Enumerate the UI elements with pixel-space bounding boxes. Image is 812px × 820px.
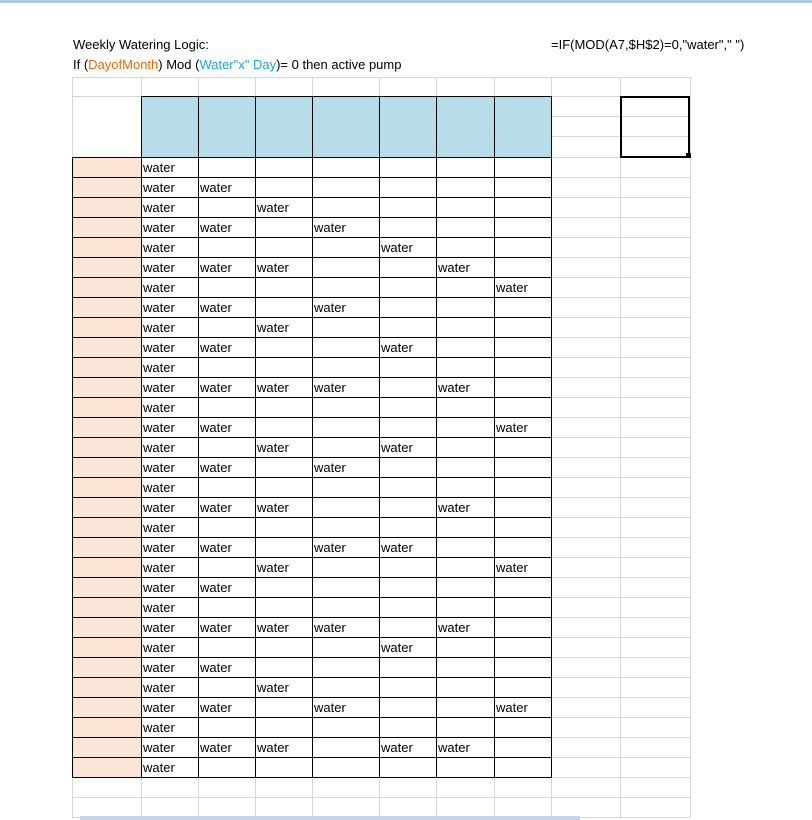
water-cell[interactable] [312, 517, 379, 537]
day-number-cell[interactable] [72, 737, 141, 757]
water-cell[interactable] [198, 277, 255, 297]
water-cell[interactable] [494, 377, 551, 397]
day-number-cell[interactable] [72, 297, 141, 317]
water-cell[interactable]: water [438, 380, 470, 395]
water-cell[interactable]: water [257, 740, 289, 755]
water-cell[interactable] [379, 177, 436, 197]
day-number-cell[interactable] [72, 697, 141, 717]
water-cell[interactable]: water [257, 440, 289, 455]
water-cell[interactable] [255, 457, 312, 477]
water-cell[interactable] [379, 557, 436, 577]
water-cell[interactable]: water [200, 660, 232, 675]
water-cell[interactable]: water [143, 520, 175, 535]
water-cell[interactable] [198, 437, 255, 457]
day-number-cell[interactable] [72, 617, 141, 637]
water-cell[interactable] [436, 357, 494, 377]
water-cell[interactable] [379, 497, 436, 517]
water-cell[interactable]: water [438, 620, 470, 635]
water-cell[interactable] [436, 457, 494, 477]
water-cell[interactable]: water [143, 600, 175, 615]
day-number-cell[interactable] [72, 537, 141, 557]
water-cell[interactable] [312, 737, 379, 757]
water-cell[interactable] [198, 197, 255, 217]
water-cell[interactable]: water [200, 300, 232, 315]
water-cell[interactable] [494, 517, 551, 537]
water-cell[interactable] [312, 317, 379, 337]
water-cell[interactable] [436, 297, 494, 317]
water-cell[interactable] [379, 457, 436, 477]
water-cell[interactable] [379, 377, 436, 397]
water-cell[interactable] [494, 737, 551, 757]
water-cell[interactable] [436, 197, 494, 217]
water-cell[interactable] [198, 637, 255, 657]
water-cell[interactable] [255, 217, 312, 237]
water-cell[interactable]: water [314, 540, 346, 555]
water-cell[interactable] [494, 657, 551, 677]
day-number-cell[interactable] [72, 437, 141, 457]
water-cell[interactable] [436, 697, 494, 717]
water-cell[interactable]: water [257, 620, 289, 635]
logic-water-x-day: Water"x" Day [199, 57, 277, 72]
water-cell[interactable] [379, 317, 436, 337]
water-cell[interactable]: water [438, 500, 470, 515]
water-cell[interactable] [494, 597, 551, 617]
water-cell[interactable] [379, 197, 436, 217]
water-cell[interactable] [494, 677, 551, 697]
water-cell[interactable] [255, 357, 312, 377]
fill-handle[interactable] [686, 153, 691, 158]
water-cell[interactable] [494, 217, 551, 237]
water-cell[interactable] [379, 597, 436, 617]
water-cell[interactable] [494, 337, 551, 357]
water-cell[interactable]: water [143, 640, 175, 655]
day-number-cell[interactable] [72, 677, 141, 697]
water-cell[interactable]: water [200, 220, 232, 235]
water-cell[interactable] [494, 437, 551, 457]
water-cell[interactable]: water [143, 320, 175, 335]
water-cell[interactable] [255, 177, 312, 197]
water-cell[interactable] [255, 477, 312, 497]
water-cell[interactable]: water [200, 540, 232, 555]
water-cell[interactable] [312, 197, 379, 217]
selected-cell[interactable] [620, 96, 690, 158]
water-cell[interactable]: water [143, 620, 175, 635]
water-cell[interactable] [312, 177, 379, 197]
water-cell[interactable] [312, 477, 379, 497]
water-cell[interactable] [312, 397, 379, 417]
water-cell[interactable] [494, 497, 551, 517]
table-border-horizontal [72, 777, 552, 778]
water-cell[interactable] [312, 557, 379, 577]
super-header [141, 77, 551, 96]
day-number-cell[interactable] [72, 197, 141, 217]
water-cell[interactable] [255, 397, 312, 417]
water-cell[interactable] [312, 597, 379, 617]
day-number-cell[interactable] [72, 337, 141, 357]
water-cell[interactable]: water [381, 340, 413, 355]
water-cell[interactable] [312, 717, 379, 737]
water-cell[interactable] [255, 597, 312, 617]
water-cell[interactable] [494, 537, 551, 557]
water-cell[interactable]: water [143, 440, 175, 455]
water-cell[interactable] [436, 557, 494, 577]
water-cell[interactable] [436, 597, 494, 617]
day-number-cell[interactable] [72, 377, 141, 397]
gridline-horizontal [72, 797, 690, 798]
water-cell[interactable]: water [143, 340, 175, 355]
day-number-cell[interactable] [72, 317, 141, 337]
water-cell[interactable]: water [314, 460, 346, 475]
water-cell[interactable] [379, 297, 436, 317]
day-number-cell[interactable] [72, 237, 141, 257]
row-header-label-line [74, 117, 140, 137]
water-cell[interactable] [379, 517, 436, 537]
water-cell[interactable] [255, 277, 312, 297]
water-cell[interactable] [198, 677, 255, 697]
water-cell[interactable]: water [200, 700, 232, 715]
horizontal-scrollbar[interactable] [80, 816, 580, 820]
water-cell[interactable]: water [496, 420, 528, 435]
water-cell[interactable]: water [143, 580, 175, 595]
water-cell[interactable]: water [257, 200, 289, 215]
water-cell[interactable] [494, 157, 551, 177]
water-cell[interactable]: water [200, 340, 232, 355]
water-cell[interactable]: water [143, 220, 175, 235]
water-cell[interactable] [198, 757, 255, 777]
water-cell[interactable] [379, 217, 436, 237]
water-cell[interactable]: water [381, 540, 413, 555]
water-cell[interactable] [255, 517, 312, 537]
interval-header-2[interactable] [198, 138, 255, 157]
water-cell[interactable] [494, 317, 551, 337]
water-cell[interactable] [312, 677, 379, 697]
water-cell[interactable]: water [496, 700, 528, 715]
water-cell[interactable] [436, 577, 494, 597]
water-cell[interactable]: water [143, 760, 175, 775]
table-border-horizontal [141, 96, 552, 97]
water-cell[interactable]: water [200, 620, 232, 635]
water-cell[interactable] [255, 537, 312, 557]
water-cell[interactable] [436, 277, 494, 297]
water-cell[interactable] [436, 437, 494, 457]
interval-header-5[interactable] [379, 138, 436, 157]
spreadsheet-grid[interactable] [72, 77, 690, 817]
water-cell[interactable]: water [200, 180, 232, 195]
water-cell[interactable]: water [438, 260, 470, 275]
interval-header-6[interactable] [436, 138, 494, 157]
water-cell[interactable]: water [143, 240, 175, 255]
gridline-vertical [690, 77, 691, 817]
water-cell[interactable]: water [314, 220, 346, 235]
water-cell[interactable] [494, 617, 551, 637]
water-cell[interactable]: water [143, 460, 175, 475]
water-cell[interactable]: water [143, 360, 175, 375]
water-cell[interactable] [255, 417, 312, 437]
water-cell[interactable]: water [200, 260, 232, 275]
water-cell[interactable]: water [143, 660, 175, 675]
day-number-cell[interactable] [72, 177, 141, 197]
water-cell[interactable]: water [143, 720, 175, 735]
interval-header-4[interactable] [312, 138, 379, 157]
row-header-label-line [74, 137, 140, 157]
water-cell[interactable] [379, 617, 436, 637]
water-cell[interactable]: water [143, 480, 175, 495]
water-cell[interactable] [198, 317, 255, 337]
water-cell[interactable] [379, 417, 436, 437]
water-cell[interactable]: water [143, 380, 175, 395]
water-cell[interactable] [198, 597, 255, 617]
water-cell[interactable]: water [143, 280, 175, 295]
water-cell[interactable] [494, 177, 551, 197]
water-cell[interactable] [255, 637, 312, 657]
day-number-cell[interactable] [72, 577, 141, 597]
water-cell[interactable]: water [257, 320, 289, 335]
day-number-cell[interactable] [72, 477, 141, 497]
water-cell[interactable] [379, 717, 436, 737]
water-cell[interactable] [494, 237, 551, 257]
gridline-vertical [620, 77, 621, 817]
water-cell[interactable]: water [200, 380, 232, 395]
water-cell[interactable] [379, 477, 436, 497]
water-cell[interactable] [494, 257, 551, 277]
water-cell[interactable] [494, 357, 551, 377]
water-cell[interactable]: water [257, 380, 289, 395]
water-cell[interactable] [379, 257, 436, 277]
day-number-cell[interactable] [72, 657, 141, 677]
water-cell[interactable] [379, 357, 436, 377]
water-cell[interactable] [198, 477, 255, 497]
water-cell[interactable] [436, 317, 494, 337]
water-cell[interactable] [312, 757, 379, 777]
window-top-border [0, 0, 812, 3]
water-cell[interactable]: water [314, 700, 346, 715]
day-number-cell[interactable] [72, 557, 141, 577]
row-header-label-line [74, 97, 140, 117]
logic-description [73, 57, 401, 73]
day-number-cell[interactable] [72, 357, 141, 377]
day-number-cell[interactable] [72, 637, 141, 657]
water-cell[interactable] [494, 197, 551, 217]
formula-text: =IF(MOD(A7,$H$2)=0,"water"," ") [551, 37, 745, 52]
water-cell[interactable]: water [381, 740, 413, 755]
day-number-cell[interactable] [72, 277, 141, 297]
water-cell[interactable]: water [200, 500, 232, 515]
water-cell[interactable] [494, 457, 551, 477]
interval-header-1[interactable] [141, 138, 198, 157]
day-number-cell[interactable] [72, 157, 141, 177]
water-cell[interactable] [494, 717, 551, 737]
water-cell[interactable] [436, 677, 494, 697]
water-cell[interactable] [379, 277, 436, 297]
water-cell[interactable]: water [143, 700, 175, 715]
day-number-cell[interactable] [72, 517, 141, 537]
water-cell[interactable] [436, 637, 494, 657]
day-number-cell[interactable] [72, 497, 141, 517]
logic-day-of-month: DayofMonth [88, 57, 159, 72]
water-cell[interactable] [198, 237, 255, 257]
day-number-cell[interactable] [72, 597, 141, 617]
day-number-cell[interactable] [72, 397, 141, 417]
water-cell[interactable] [312, 277, 379, 297]
water-cell[interactable]: water [438, 740, 470, 755]
water-cell[interactable]: water [381, 440, 413, 455]
water-cell[interactable] [436, 757, 494, 777]
day-number-cell[interactable] [72, 417, 141, 437]
water-cell[interactable] [255, 697, 312, 717]
water-cell[interactable] [494, 577, 551, 597]
water-cell[interactable] [436, 397, 494, 417]
water-cell[interactable] [312, 657, 379, 677]
interval-header-3[interactable] [255, 138, 312, 157]
water-cell[interactable] [312, 337, 379, 357]
logic-suffix: )= 0 then active pump [276, 57, 402, 72]
water-cell[interactable]: water [200, 580, 232, 595]
water-cell[interactable]: water [496, 280, 528, 295]
water-cell[interactable] [436, 477, 494, 497]
water-cell[interactable] [379, 657, 436, 677]
water-cell[interactable]: water [257, 680, 289, 695]
water-cell[interactable]: water [200, 740, 232, 755]
water-cell[interactable] [255, 577, 312, 597]
water-cell[interactable] [198, 357, 255, 377]
day-number-cell[interactable] [72, 257, 141, 277]
water-cell[interactable] [255, 337, 312, 357]
water-cell[interactable] [494, 297, 551, 317]
water-cell[interactable] [494, 477, 551, 497]
water-cell[interactable]: water [381, 640, 413, 655]
water-cell[interactable]: water [257, 260, 289, 275]
water-cell[interactable] [312, 637, 379, 657]
water-cell[interactable] [379, 577, 436, 597]
water-cell[interactable]: water [143, 420, 175, 435]
water-cell[interactable]: water [143, 740, 175, 755]
water-cell[interactable] [198, 557, 255, 577]
water-cell[interactable] [494, 757, 551, 777]
day-number-cell[interactable] [72, 217, 141, 237]
water-cell[interactable]: water [143, 500, 175, 515]
water-cell[interactable]: water [496, 560, 528, 575]
water-cell[interactable]: water [143, 200, 175, 215]
water-cell[interactable]: water [143, 540, 175, 555]
water-cell[interactable] [436, 537, 494, 557]
water-cell[interactable] [255, 757, 312, 777]
water-cell[interactable]: water [257, 500, 289, 515]
water-cell[interactable] [494, 397, 551, 417]
water-cell[interactable] [436, 337, 494, 357]
day-number-cell[interactable] [72, 457, 141, 477]
water-cell[interactable] [312, 157, 379, 177]
water-cell[interactable] [379, 677, 436, 697]
water-cell[interactable] [379, 397, 436, 417]
water-cell[interactable]: water [200, 460, 232, 475]
water-cell[interactable] [312, 357, 379, 377]
water-cell[interactable]: water [143, 180, 175, 195]
water-cell[interactable]: water [143, 680, 175, 695]
water-cell[interactable]: water [314, 620, 346, 635]
water-cell[interactable]: water [257, 560, 289, 575]
water-cell[interactable] [436, 217, 494, 237]
water-cell[interactable]: water [143, 300, 175, 315]
water-cell[interactable] [255, 717, 312, 737]
day-number-cell[interactable] [72, 757, 141, 777]
water-cell[interactable]: water [143, 560, 175, 575]
logic-prefix: If ( [73, 57, 89, 72]
water-cell[interactable] [198, 397, 255, 417]
interval-header-7[interactable] [494, 138, 551, 157]
water-cell[interactable] [436, 717, 494, 737]
water-cell[interactable] [198, 157, 255, 177]
day-number-cell[interactable] [72, 717, 141, 737]
water-cell[interactable] [436, 657, 494, 677]
water-cell[interactable] [312, 257, 379, 277]
water-cell[interactable]: water [381, 240, 413, 255]
water-cell[interactable] [436, 417, 494, 437]
water-cell[interactable] [255, 297, 312, 317]
water-cell[interactable] [379, 157, 436, 177]
water-cell[interactable] [379, 697, 436, 717]
water-cell[interactable] [312, 497, 379, 517]
water-cell[interactable] [436, 517, 494, 537]
water-cell[interactable]: water [200, 420, 232, 435]
water-cell[interactable]: water [143, 260, 175, 275]
water-cell[interactable] [198, 517, 255, 537]
water-cell[interactable] [255, 237, 312, 257]
water-cell[interactable] [255, 157, 312, 177]
water-cell[interactable]: water [143, 400, 175, 415]
sheet-title: Weekly Watering Logic: [73, 37, 209, 52]
water-cell[interactable]: water [314, 300, 346, 315]
water-cell[interactable] [198, 717, 255, 737]
water-cell[interactable] [312, 237, 379, 257]
water-cell[interactable] [436, 157, 494, 177]
logic-mid: ) Mod ( [158, 57, 200, 72]
water-cell[interactable]: water [143, 160, 175, 175]
water-cell[interactable] [255, 657, 312, 677]
water-cell[interactable] [312, 577, 379, 597]
water-cell[interactable] [379, 757, 436, 777]
water-cell[interactable] [494, 637, 551, 657]
water-cell[interactable] [312, 417, 379, 437]
water-cell[interactable]: water [314, 380, 346, 395]
water-cell[interactable] [436, 237, 494, 257]
water-cell[interactable] [436, 177, 494, 197]
water-cell[interactable] [312, 437, 379, 457]
